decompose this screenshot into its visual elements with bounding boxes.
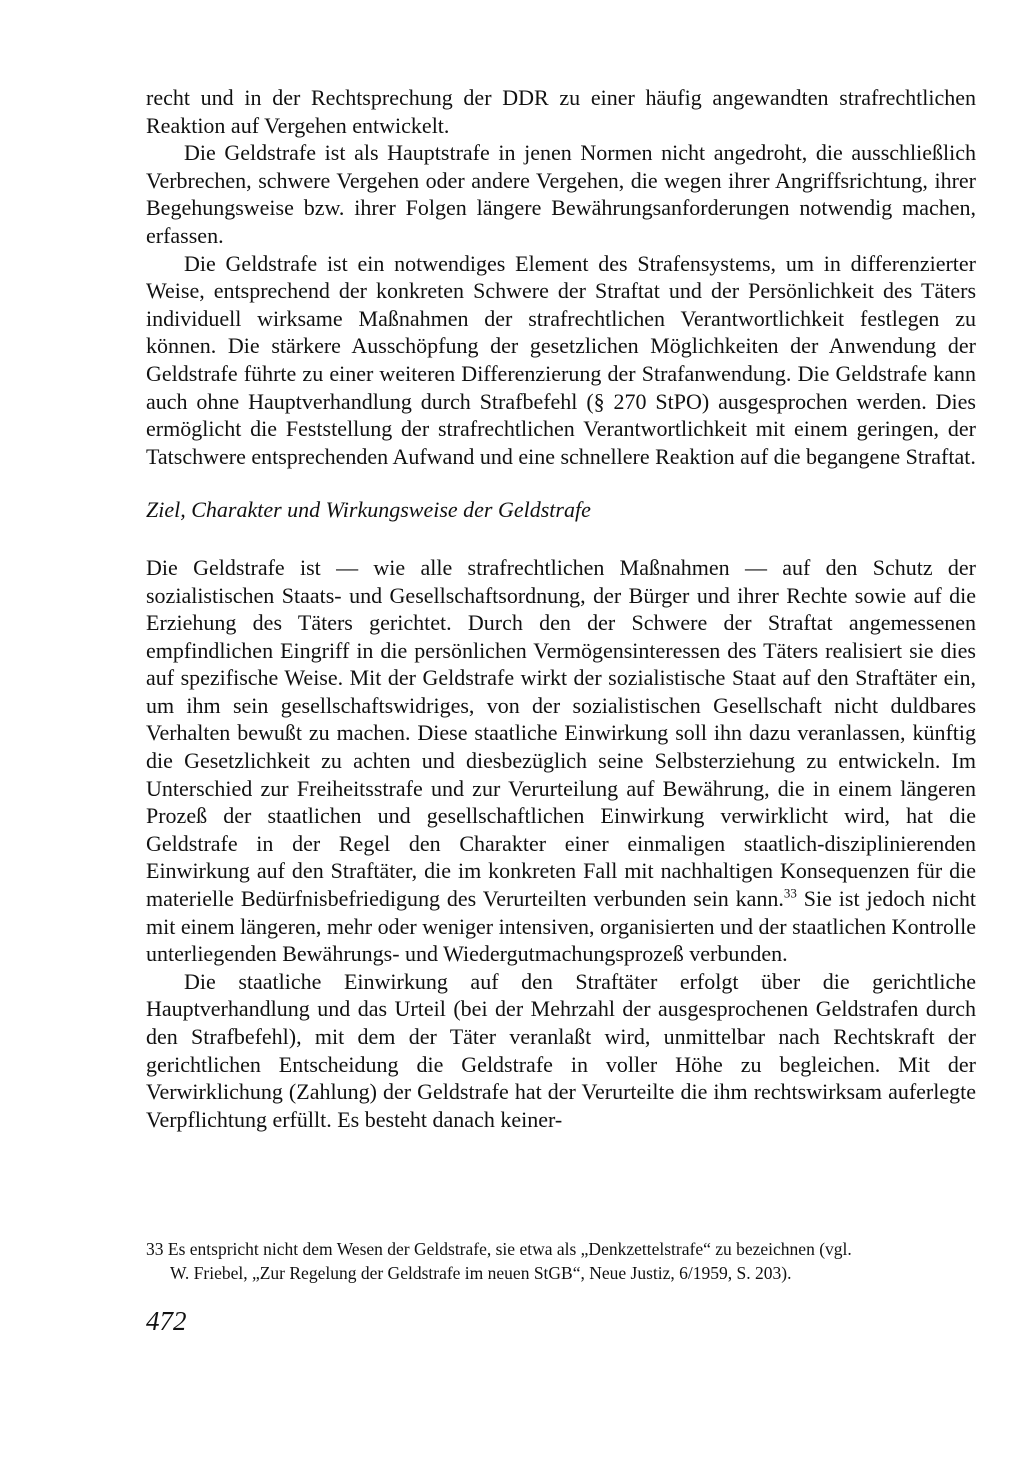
footnote-line: W. Friebel, „Zur Regelung der Geldstrafe im neuen StGB“, Neue Justiz, 6/1959, S. 203). <box>170 1263 792 1283</box>
paragraph-purpose <box>146 554 976 968</box>
footnote-reference[interactable]: 33 <box>783 885 797 901</box>
footnote <box>146 1237 976 1285</box>
paragraph-purpose-text-continued: Sie ist jedoch nicht mit einem längeren, mehr oder weniger intensiven, organisierten und der staatlichen Kontrolle unterliegenden Bewährungs- und Wiedergutmachungsprozeß verbunden. <box>146 886 976 967</box>
paragraph-main-penalty: Die Geldstrafe ist als Hauptstrafe in jenen Normen nicht angedroht, die ausschließlich Verbrechen, schwere Vergehen oder andere Vergehen, die wegen ihrer Angriffsrichtung, ihrer Begehungsweise bzw. ihrer Folgen längere Bewährungsanforderungen notwendig machen, erfassen. <box>146 140 976 248</box>
paragraph-continued: recht und in der Rechtsprechung der DDR zu einer häufig angewandten strafrechtlichen Reaktion auf Vergehen entwickelt. <box>146 85 976 138</box>
page-number: 472 <box>146 1306 187 1336</box>
paragraph-penalty-system: Die Geldstrafe ist ein notwendiges Element des Strafensystems, um in differenzierter Weise, entsprechend der konkreten Schwere der Straftat und der Persönlichkeit des Täters individuell wirksame Maßnahmen der strafrechtlichen Verantwortlichkeit festlegen zu können. Die stärkere Ausschöpfung der gesetzlichen Möglichkeiten der Anwendung der Geldstrafe führte zu einer weiteren Differenzierung der Strafanwendung. Die Geldstrafe kann auch ohne Hauptverhandlung durch Strafbefehl (§ 270 StPO) ausgesprochen werden. Dies ermöglicht die Feststellung der strafrechtlichen Verantwortlichkeit mit einem geringen, der Tatschwere entsprechenden Aufwand und eine schnellere Reaktion auf die begangene Straftat. <box>146 250 976 469</box>
section-heading: Ziel, Charakter und Wirkungsweise der Geldstrafe <box>146 497 591 523</box>
footnote-line: 33 Es entspricht nicht dem Wesen der Geldstrafe, sie etwa als „Denkzettelstrafe“ zu bezeichnen (vgl. <box>146 1239 852 1259</box>
paragraph-state-influence: Die staatliche Einwirkung auf den Straftäter erfolgt über die gerichtliche Hauptverhandlung und das Urteil (bei der Mehrzahl der ausgesprochenen Geldstrafen durch den Strafbefehl), mit dem der Täter veranlaßt wird, unmittelbar nach Rechtskraft der gerichtlichen Entscheidung die Geldstrafe in voller Höhe zu begleichen. Mit der Verwirklichung (Zahlung) der Geldstrafe hat der Verurteilte die ihm rechtswirksam auferlegte Verpflichtung erfüllt. Es besteht danach keiner- <box>146 968 976 1132</box>
paragraph-purpose-text: Die Geldstrafe ist — wie alle strafrechtlichen Maßnahmen — auf den Schutz der sozialistischen Staats- und Gesellschaftsordnung, der Bürger und ihrer Rechte sowie auf die Erziehung des Täters gerichtet. Durch den der Schwere der Straftat angemessenen empfindlichen Eingriff in die persönlichen Vermögensinteressen des Täters realisiert sie dies auf spezifische Weise. Mit der Geldstrafe wirkt der sozialistische Staat auf den Straftäter ein, um ihm sein gesellschaftswidriges, von der sozialistischen Gesellschaft nicht duldbares Verhalten bewußt zu machen. Diese staatliche Einwirkung soll ihn dazu veranlassen, künftig die Gesetzlichkeit zu achten und diesbezüglich seine Selbsterziehung zu entwickeln. Im Unterschied zur Freiheitsstrafe und zur Verurteilung auf Bewährung, die in einem längeren Prozeß der staatlichen und gesellschaftlichen Einwirkung verwirklicht wird, hat die Geldstrafe in der Regel den Charakter einer einmaligen staatlich-disziplinierenden Einwirkung auf den Straftäter, die im konkreten Fall mit nachhaltigen Konsequenzen für die materielle Bedürfnisbefriedigung des Verurteilten verbunden sein kann. <box>146 554 976 912</box>
main-text-column <box>146 84 976 1133</box>
